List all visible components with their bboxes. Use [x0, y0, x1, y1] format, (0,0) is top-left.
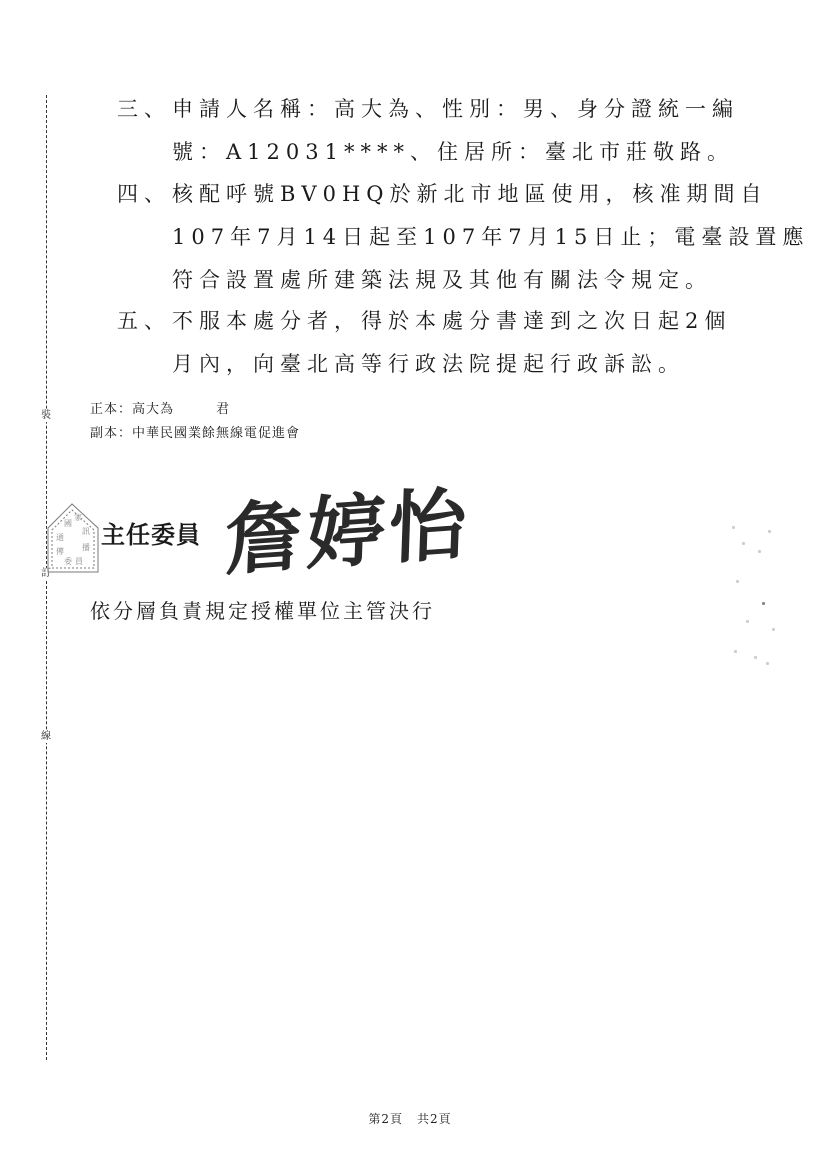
svg-text:播: 播: [82, 543, 90, 552]
item-line: 申請人名稱：高大為、性別：男、身分證統一編: [172, 97, 739, 121]
page-footer: [0, 1110, 820, 1127]
director-signature: 詹婷怡: [223, 478, 473, 587]
official-seal-stamp: [42, 498, 102, 578]
item-line: 107年7月14日起至107年7月15日止；電臺設置應: [172, 225, 810, 249]
item-line: 符合設置處所建築法規及其他有關法令規定。: [172, 268, 712, 292]
svg-text:通: 通: [56, 533, 64, 542]
binding-char-xian: 線: [38, 731, 54, 743]
svg-text:傳: 傳: [56, 547, 64, 556]
item-body: [172, 300, 732, 386]
delegation-note: 依分層負責規定授權單位主管決行: [90, 599, 435, 623]
svg-text:委: 委: [64, 557, 72, 566]
scan-marks: [728, 520, 788, 670]
item-line: 號：A12031****、住居所：臺北市莊敬路。: [172, 140, 734, 164]
svg-text:員: 員: [75, 557, 83, 566]
page-number: 第2頁: [368, 1112, 403, 1126]
original-copy-honorific: 君: [216, 402, 231, 417]
item-number: 三、: [117, 97, 171, 121]
svg-text:家: 家: [74, 513, 82, 522]
original-copy-label: 正本：高大為: [90, 402, 175, 417]
director-title: 主任委員: [101, 521, 201, 549]
item-line: 核配呼號BV0HQ於新北市地區使用，核准期間自: [172, 182, 768, 206]
item-body: [172, 173, 810, 302]
item-line: 不服本處分者，得於本處分書達到之次日起2個: [172, 309, 732, 333]
page-total: 共2頁: [417, 1112, 452, 1126]
item-number: 四、: [117, 182, 171, 206]
binding-char-zhuang: 裝: [38, 410, 54, 422]
item-number: 五、: [117, 309, 171, 333]
binding-char-ding: 訂: [38, 568, 54, 580]
item-line: 月內，向臺北高等行政法院提起行政訴訟。: [172, 352, 685, 376]
svg-text:國: 國: [64, 519, 72, 528]
item-body: [172, 88, 739, 174]
svg-text:訊: 訊: [82, 527, 90, 536]
original-copy: [90, 398, 300, 422]
duplicate-copy: 副本：中華民國業餘無線電促進會: [90, 426, 301, 441]
copies-block: [90, 398, 300, 446]
